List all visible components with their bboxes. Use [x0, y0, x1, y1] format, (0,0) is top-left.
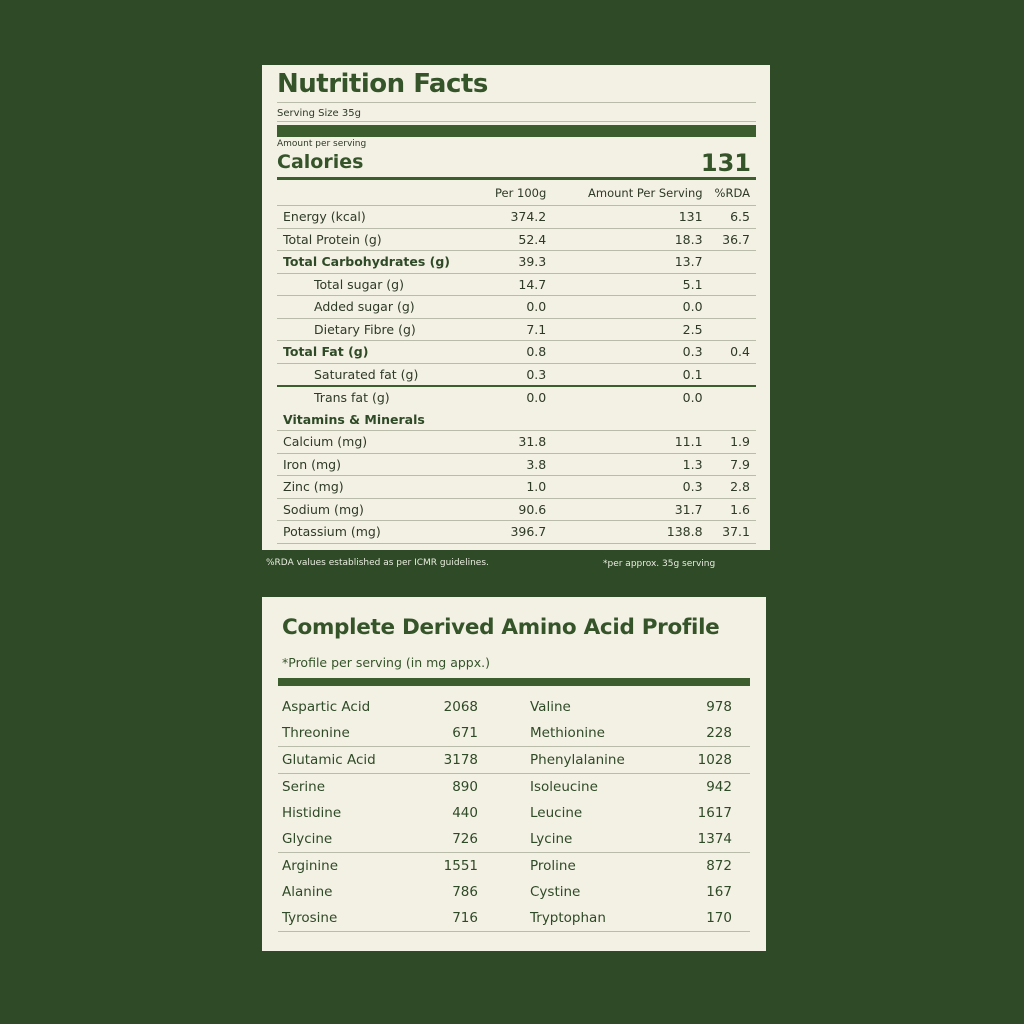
rda-value: 6.5 [709, 206, 756, 229]
per-serving-value: 0.0 [552, 296, 708, 319]
amino-acid-value: 726 [402, 826, 478, 853]
rda-value: 7.9 [709, 453, 756, 476]
per-100g-value: 3.8 [456, 453, 552, 476]
amino-acid-value: 228 [670, 720, 750, 747]
rda-value [709, 409, 756, 431]
nutrient-name: Trans fat (g) [314, 390, 390, 406]
table-row [277, 228, 756, 251]
nutrient-name: Total Carbohydrates (g) [277, 251, 456, 274]
amino-acid-subtitle: *Profile per serving (in mg appx.) [282, 655, 490, 670]
per-serving-value: 18.3 [552, 228, 708, 251]
table-row [277, 521, 756, 544]
amount-per-serving-label: Amount per serving [277, 139, 367, 149]
nutrient-name: Calcium (mg) [277, 431, 456, 454]
rda-value: 0.4 [709, 341, 756, 364]
table-row [278, 826, 750, 853]
per-serving-value: 0.3 [552, 341, 708, 364]
amino-acid-value: 1617 [697, 805, 732, 821]
per-serving-value: 0.1 [552, 363, 708, 386]
nutrition-table-header [277, 181, 756, 206]
nutrient-name: Sodium (mg) [277, 498, 456, 521]
rda-value [709, 386, 756, 409]
nutrient-name: Energy (kcal) [277, 206, 456, 229]
thick-divider [277, 125, 756, 137]
per-100g-value: 52.4 [456, 228, 552, 251]
vitamins-minerals-heading: Vitamins & Minerals [277, 409, 456, 431]
nutrient-column-header [277, 181, 456, 206]
nutrient-name: Potassium (mg) [277, 521, 456, 544]
amino-acid-name: Alanine [282, 884, 333, 900]
per-100g-value [456, 409, 552, 431]
nutrient-name: Total Fat (g) [277, 341, 456, 364]
table-row [277, 206, 756, 229]
rda-value: 1.9 [709, 431, 756, 454]
amino-acid-table [278, 694, 750, 932]
amino-acid-name: Glycine [278, 826, 402, 853]
amino-acid-value: 872 [706, 858, 732, 874]
per-100g-value: 39.3 [456, 251, 552, 274]
per-100g-value: 0.3 [456, 363, 552, 386]
amino-acid-value: 2068 [443, 699, 478, 715]
per-serving-value: 0.0 [682, 390, 703, 406]
table-row [277, 476, 756, 499]
amino-acid-name: Threonine [278, 720, 402, 747]
nutrient-name: Total Protein (g) [277, 228, 456, 251]
amino-acid-name: Arginine [282, 858, 339, 874]
column-gap [478, 853, 530, 880]
rda-value [709, 251, 756, 274]
per-100g-value: 90.6 [456, 498, 552, 521]
nutrition-table [277, 181, 756, 544]
amino-acid-name: Glutamic Acid [278, 747, 402, 774]
per-100g-value: 396.7 [456, 521, 552, 544]
amino-acid-name: Leucine [530, 805, 583, 821]
column-gap [478, 905, 530, 932]
amino-acid-value: 3178 [402, 747, 478, 774]
per-serving-value: 1.3 [552, 453, 708, 476]
per-100g-value: 7.1 [456, 318, 552, 341]
per-100g-value: 0.8 [456, 341, 552, 364]
column-gap [478, 826, 530, 853]
amino-acid-value: 1028 [670, 747, 750, 774]
nutrition-facts-panel [262, 65, 770, 550]
per-100g-value: 0.0 [526, 390, 547, 406]
rda-value [709, 273, 756, 296]
per-serving-value [552, 409, 708, 431]
rda-value: 37.1 [709, 521, 756, 544]
per-100g-value: 0.0 [456, 296, 552, 319]
amino-acid-name: Proline [530, 858, 576, 874]
amino-acid-value: 170 [670, 905, 750, 932]
amino-acid-value: 978 [706, 699, 732, 715]
nutrient-name: Dietary Fibre (g) [277, 318, 456, 341]
amino-acid-name: Serine [282, 779, 326, 795]
amino-acid-value: 1374 [670, 826, 750, 853]
amino-acid-panel [262, 597, 766, 951]
rda-header: %RDA [709, 181, 756, 206]
amino-acid-name: Aspartic Acid [282, 699, 371, 715]
table-row [277, 273, 756, 296]
amino-acid-name: Tryptophan [530, 905, 670, 932]
amino-acid-name: Valine [530, 699, 571, 715]
table-row [278, 720, 750, 747]
amino-acid-name: Histidine [282, 805, 342, 821]
rda-value: 2.8 [709, 476, 756, 499]
nutrient-name: Iron (mg) [277, 453, 456, 476]
table-row [278, 800, 750, 826]
table-row [277, 318, 756, 341]
nutrient-name: Zinc (mg) [277, 476, 456, 499]
column-gap [478, 774, 530, 801]
table-row [277, 453, 756, 476]
nutrition-facts-title: Nutrition Facts [277, 69, 488, 99]
amino-acid-value: 942 [706, 779, 732, 795]
table-row [277, 296, 756, 319]
column-gap [478, 879, 530, 905]
table-row [277, 386, 756, 409]
amino-acid-value: 716 [402, 905, 478, 932]
amino-acid-value: 1551 [443, 858, 478, 874]
rda-value: 1.6 [709, 498, 756, 521]
per-100g-header: Per 100g [456, 181, 552, 206]
column-gap [478, 747, 530, 774]
amino-acid-value: 671 [402, 720, 478, 747]
thick-divider [278, 678, 750, 686]
column-gap [478, 720, 530, 747]
table-row [278, 879, 750, 905]
per-serving-value: 31.7 [552, 498, 708, 521]
amino-acid-value: 786 [452, 884, 478, 900]
rda-footnote: %RDA values established as per ICMR guidelines. [266, 558, 489, 568]
nutrient-name: Saturated fat (g) [277, 363, 456, 386]
table-row [278, 905, 750, 932]
amino-acid-name: Cystine [530, 884, 581, 900]
calories-divider [277, 177, 756, 180]
column-gap [478, 694, 530, 720]
rda-value: 36.7 [709, 228, 756, 251]
table-row [277, 341, 756, 364]
amino-acid-name: Phenylalanine [530, 747, 670, 774]
per-serving-value: 2.5 [552, 318, 708, 341]
calories-value: 131 [700, 149, 751, 177]
table-row [278, 774, 750, 801]
table-row [277, 251, 756, 274]
rda-value [709, 318, 756, 341]
per-serving-value: 5.1 [552, 273, 708, 296]
nutrient-name: Total sugar (g) [277, 273, 456, 296]
amino-acid-value: 890 [452, 779, 478, 795]
amino-acid-name: Methionine [530, 720, 670, 747]
per-serving-value: 0.3 [552, 476, 708, 499]
column-gap [478, 800, 530, 826]
amino-acid-name: Isoleucine [530, 779, 598, 795]
per-serving-value: 138.8 [552, 521, 708, 544]
table-row [277, 431, 756, 454]
per-serving-value: 11.1 [552, 431, 708, 454]
per-100g-value: 374.2 [456, 206, 552, 229]
per-serving-value: 131 [552, 206, 708, 229]
table-row [278, 694, 750, 720]
section-heading-row [277, 409, 756, 431]
per-serving-header: Amount Per Serving [552, 181, 708, 206]
amino-acid-value: 167 [706, 884, 732, 900]
amino-acid-value: 440 [452, 805, 478, 821]
amino-acid-name: Tyrosine [278, 905, 402, 932]
rda-value [709, 363, 756, 386]
divider [277, 121, 756, 122]
serving-size: Serving Size 35g [277, 108, 361, 119]
amino-acid-title: Complete Derived Amino Acid Profile [282, 615, 720, 640]
per-serving-value: 13.7 [552, 251, 708, 274]
rda-value [709, 296, 756, 319]
table-row [278, 747, 750, 774]
table-row [278, 853, 750, 880]
table-row [277, 498, 756, 521]
divider [277, 102, 756, 103]
per-100g-value: 14.7 [456, 273, 552, 296]
serving-footnote: *per approx. 35g serving [603, 559, 716, 569]
table-row [277, 363, 756, 386]
per-100g-value: 31.8 [456, 431, 552, 454]
amino-acid-name: Lycine [530, 826, 670, 853]
per-100g-value: 1.0 [456, 476, 552, 499]
nutrient-name: Added sugar (g) [277, 296, 456, 319]
calories-label: Calories [277, 151, 364, 173]
